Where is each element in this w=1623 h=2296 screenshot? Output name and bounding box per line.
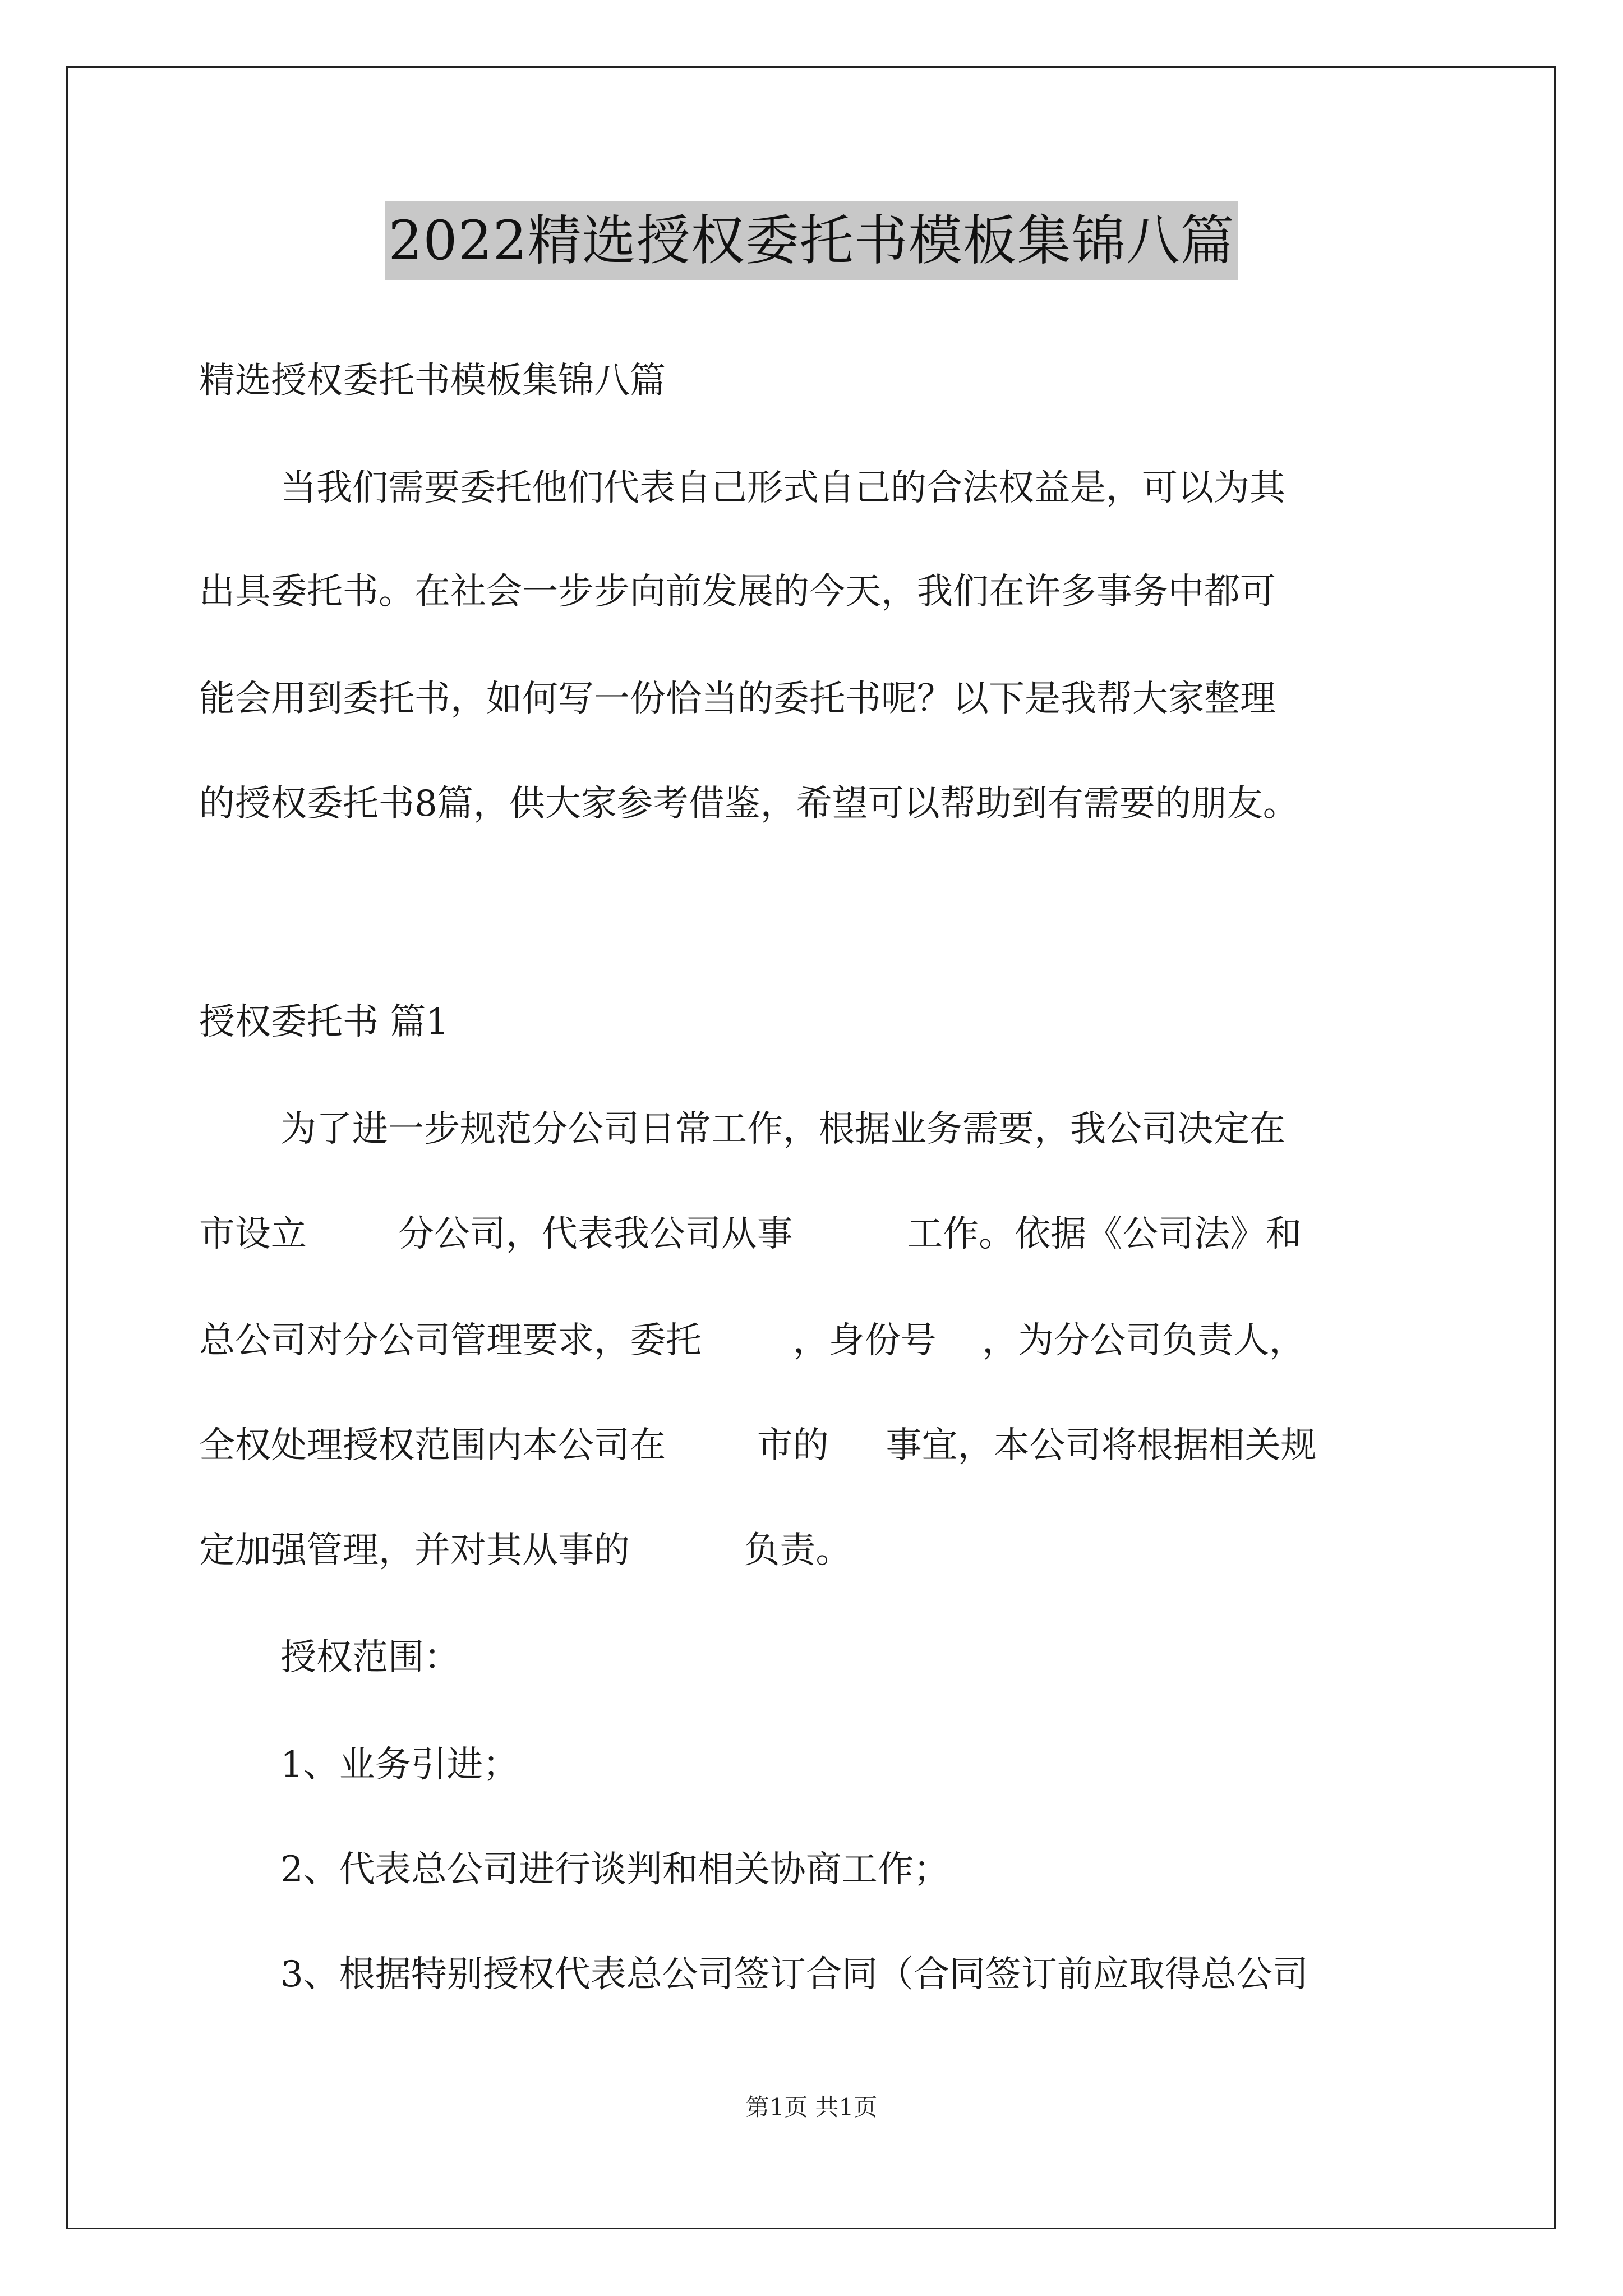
title-container <box>0 201 1623 280</box>
paragraph-line: 当我们需要委托他们代表自己形式自己的合法权益是，可以为其 <box>280 467 1285 509</box>
paragraph-line: 的授权委托书8篇，供大家参考借鉴，希望可以帮助到有需要的朋友。 <box>199 783 1299 825</box>
page-footer: 第1页 共1页 <box>745 2093 878 2121</box>
section-heading: 授权委托书 篇1 <box>199 1001 449 1043</box>
list-item: 3、根据特别授权代表总公司签订合同（合同签订前应取得总公司 <box>280 1954 1308 1995</box>
list-item: 2、代表总公司进行谈判和相关协商工作； <box>280 1849 949 1890</box>
paragraph-line: 出具委托书。在社会一步步向前发展的今天，我们在许多事务中都可 <box>199 571 1276 613</box>
paragraph-line: 总公司对分公司管理要求，委托 ，身份号 ，为分公司负责人， <box>199 1320 1306 1361</box>
document-title: 2022精选授权委托书模板集锦八篇 <box>385 201 1238 280</box>
paragraph-line: 市设立 分公司，代表我公司从事 工作。依据《公司法》和 <box>199 1213 1302 1255</box>
list-item: 1、业务引进； <box>280 1744 519 1786</box>
subtitle-line: 精选授权委托书模板集锦八篇 <box>199 360 666 402</box>
paragraph-line: 能会用到委托书，如何写一份恰当的委托书呢？以下是我帮大家整理 <box>199 678 1276 720</box>
paragraph-line: 全权处理授权范围内本公司在 市的 事宜，本公司将根据相关规 <box>199 1425 1317 1466</box>
list-heading: 授权范围： <box>280 1637 460 1678</box>
paragraph-line: 定加强管理，并对其从事的 负责。 <box>199 1530 852 1571</box>
paragraph-line: 为了进一步规范分公司日常工作，根据业务需要，我公司决定在 <box>280 1108 1285 1150</box>
